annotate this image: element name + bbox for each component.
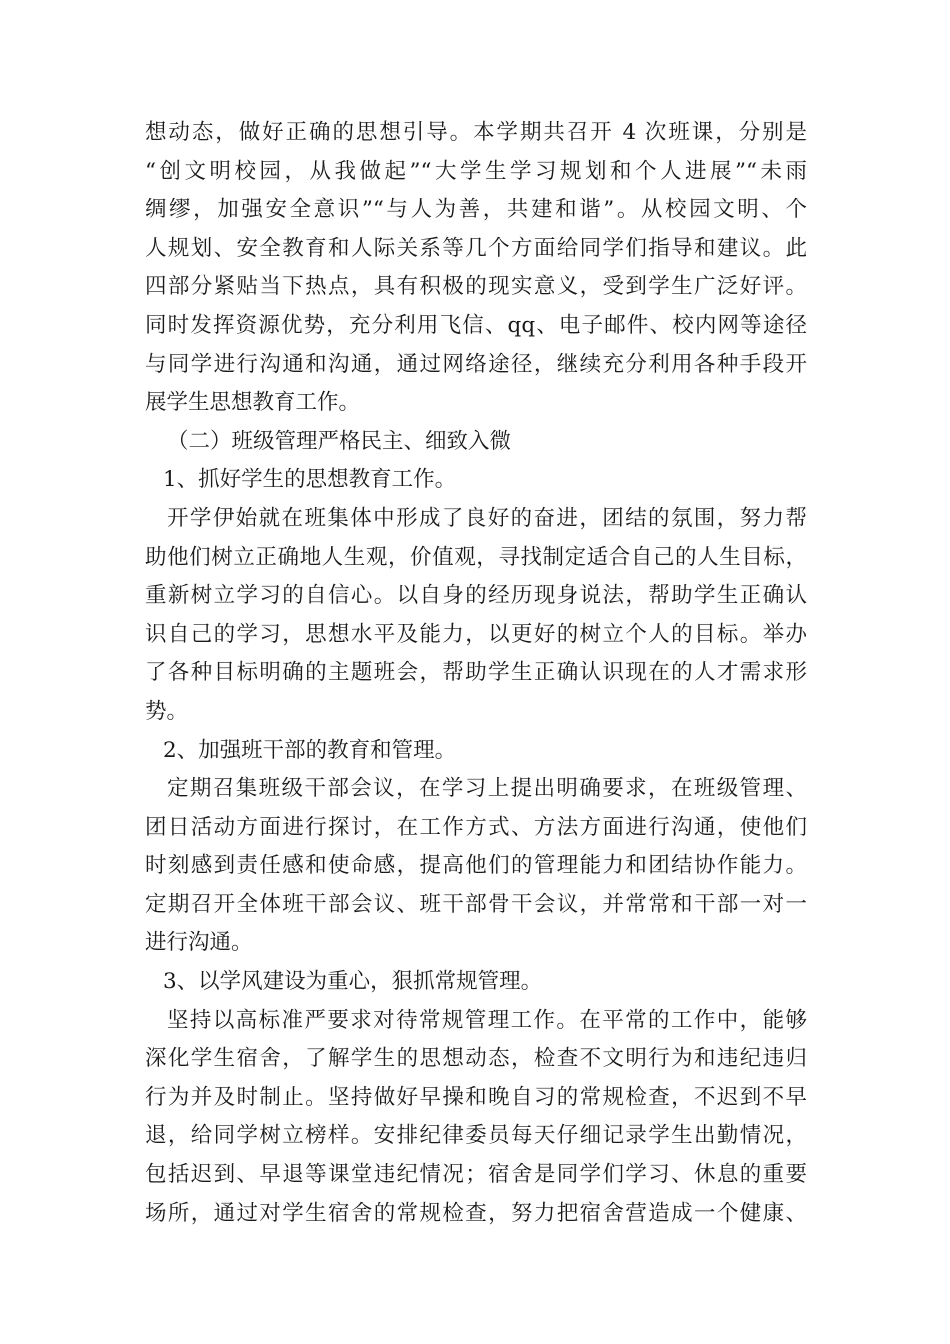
text-line: “创文明校园，从我做起”“大学生学习规划和个人进展”“未雨 [145, 158, 807, 184]
item-1-paragraph [145, 500, 807, 732]
text-line: 想动态，做好正确的思想引导。本学期共召开 4 次班课，分别是 [145, 120, 807, 145]
text-line: 定期召开全体班干部会议、班干部骨干会议，并常常和干部一对一 [145, 891, 807, 917]
text-line: 重新树立学习的自信心。以自身的经历现身说法，帮助学生正确认 [145, 583, 807, 609]
item-3-heading: 3、以学风建设为重心，狠抓常规管理。 [163, 969, 543, 995]
text-line: 绸缪，加强安全意识”“与人为善，共建和谐”。从校园文明、个 [145, 197, 807, 223]
text-line: 人规划、安全教育和人际关系等几个方面给同学们指导和建议。此 [145, 235, 807, 261]
item-1-heading: 1、抓好学生的思想教育工作。 [163, 467, 457, 493]
item-2-heading: 2、加强班干部的教育和管理。 [163, 737, 457, 763]
paragraph-1 [145, 114, 807, 423]
text-line: 识自己的学习，思想水平及能力，以更好的树立个人的目标。举办 [145, 621, 807, 647]
text-line: 时刻感到责任感和使命感，提高他们的管理能力和团结协作能力。 [145, 853, 807, 879]
text-line: 行为并及时制止。坚持做好早操和晚自习的常规检查，不迟到不早 [145, 1084, 807, 1110]
section-heading: （二）班级管理严格民主、细致入微 [167, 428, 512, 454]
text-line: 与同学进行沟通和沟通，通过网络途径，继续充分利用各种手段开 [145, 351, 807, 377]
text-line: 开学伊始就在班集体中形成了良好的奋进，团结的氛围，努力帮 [167, 505, 807, 531]
text-line: 四部分紧贴当下热点，具有积极的现实意义，受到学生广泛好评。 [145, 274, 807, 300]
text-line: 进行沟通。 [145, 930, 253, 956]
text-line: 展学生思想教育工作。 [145, 390, 361, 416]
text-line: 团日活动方面进行探讨，在工作方式、方法方面进行沟通，使他们 [145, 814, 807, 840]
text-line: 包括迟到、早退等课堂违纪情况；宿舍是同学们学习、休息的重要 [145, 1162, 807, 1188]
item-2-paragraph [145, 770, 807, 963]
text-line: 坚持以高标准严要求对待常规管理工作。在平常的工作中，能够 [167, 1007, 807, 1033]
document-body [145, 114, 807, 1233]
text-line: 场所，通过对学生宿舍的常规检查，努力把宿舍营造成一个健康、 [145, 1200, 807, 1226]
text-line: 了各种目标明确的主题班会，帮助学生正确认识现在的人才需求形 [145, 660, 807, 686]
text-line: 深化学生宿舍，了解学生的思想动态，检查不文明行为和违纪违归 [145, 1046, 807, 1072]
text-line: 助他们树立正确地人生观，价值观，寻找制定适合自己的人生目标， [145, 544, 807, 570]
text-line: 退，给同学树立榜样。安排纪律委员每天仔细记录学生出勤情况， [145, 1123, 807, 1149]
item-3-paragraph [145, 1002, 807, 1234]
text-line: 定期召集班级干部会议，在学习上提出明确要求，在班级管理、 [167, 776, 807, 802]
text-line: 势。 [145, 698, 189, 724]
text-line: 同时发挥资源优势，充分利用飞信、qq、电子邮件、校内网等途径 [145, 312, 807, 338]
